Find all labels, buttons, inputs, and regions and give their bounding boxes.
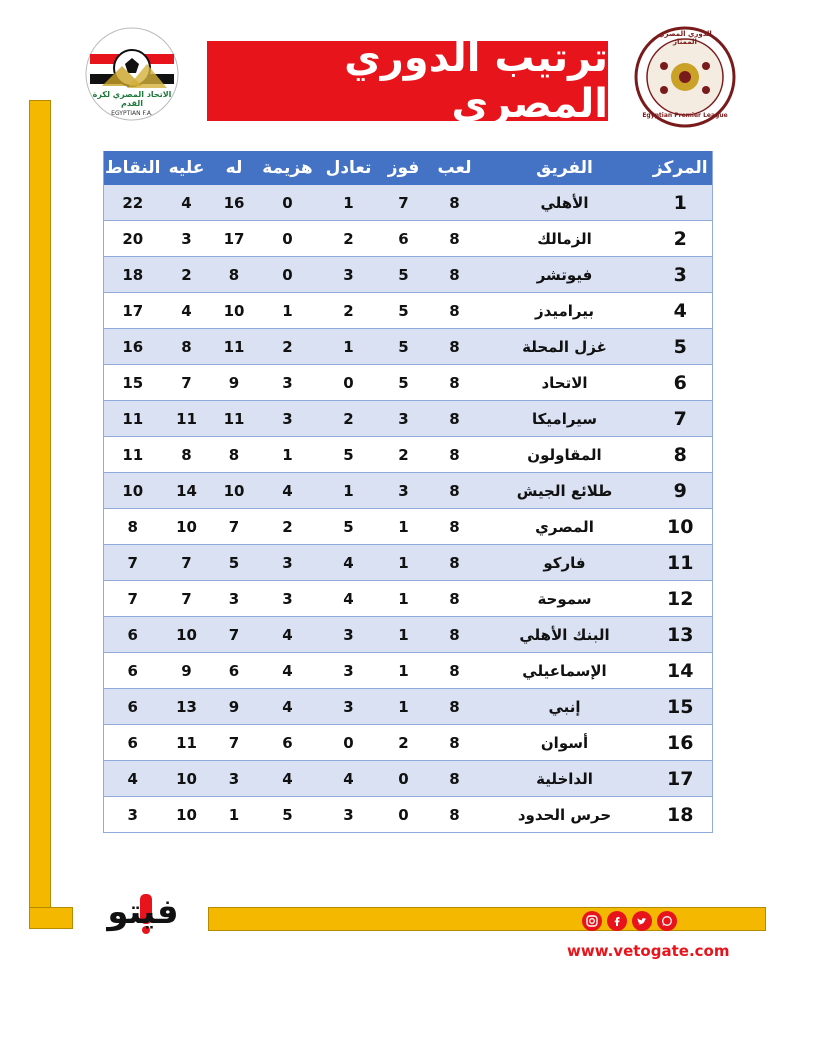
cell-goals-for: 7 — [212, 725, 257, 761]
cell-won: 1 — [379, 545, 429, 581]
table-row — [104, 401, 713, 437]
cell-goals-for: 5 — [212, 545, 257, 581]
table-row — [104, 473, 713, 509]
column-header-position: المركز — [649, 151, 713, 185]
cell-goals-against: 10 — [162, 797, 212, 833]
cell-goals-for: 7 — [212, 617, 257, 653]
cell-position: 14 — [649, 653, 713, 689]
cell-lost: 1 — [257, 293, 319, 329]
cell-goals-against: 14 — [162, 473, 212, 509]
cell-played: 8 — [429, 257, 481, 293]
cell-lost: 4 — [257, 653, 319, 689]
cell-points: 22 — [104, 185, 162, 221]
cell-position: 17 — [649, 761, 713, 797]
cell-drawn: 3 — [319, 257, 379, 293]
cell-won: 1 — [379, 653, 429, 689]
table-row — [104, 293, 713, 329]
cell-goals-against: 11 — [162, 401, 212, 437]
cell-position: 8 — [649, 437, 713, 473]
cell-position: 2 — [649, 221, 713, 257]
instagram-icon[interactable] — [582, 911, 602, 931]
cell-won: 0 — [379, 797, 429, 833]
table-header-row — [104, 151, 713, 185]
cell-lost: 0 — [257, 185, 319, 221]
cell-played: 8 — [429, 653, 481, 689]
cell-drawn: 4 — [319, 581, 379, 617]
table-row — [104, 365, 713, 401]
cell-drawn: 3 — [319, 689, 379, 725]
cell-points: 8 — [104, 509, 162, 545]
cell-goals-against: 10 — [162, 617, 212, 653]
cell-lost: 0 — [257, 257, 319, 293]
cell-position: 3 — [649, 257, 713, 293]
cell-played: 8 — [429, 509, 481, 545]
cell-goals-for: 11 — [212, 329, 257, 365]
cell-played: 8 — [429, 581, 481, 617]
cell-lost: 2 — [257, 329, 319, 365]
cell-goals-against: 4 — [162, 185, 212, 221]
social-icons — [582, 911, 677, 931]
cell-won: 0 — [379, 761, 429, 797]
cell-won: 6 — [379, 221, 429, 257]
cell-goals-against: 7 — [162, 581, 212, 617]
cell-team: فيوتشر — [481, 257, 649, 293]
cell-goals-for: 17 — [212, 221, 257, 257]
cell-goals-for: 3 — [212, 581, 257, 617]
cell-won: 3 — [379, 401, 429, 437]
cell-position: 4 — [649, 293, 713, 329]
standings-table — [103, 151, 713, 833]
cell-goals-for: 9 — [212, 365, 257, 401]
cell-won: 1 — [379, 509, 429, 545]
cell-drawn: 3 — [319, 617, 379, 653]
table-row — [104, 221, 713, 257]
table-row — [104, 185, 713, 221]
cell-team: فاركو — [481, 545, 649, 581]
cell-points: 6 — [104, 689, 162, 725]
cell-goals-against: 7 — [162, 545, 212, 581]
cell-points: 20 — [104, 221, 162, 257]
cell-position: 16 — [649, 725, 713, 761]
cell-position: 10 — [649, 509, 713, 545]
table-row — [104, 617, 713, 653]
cell-lost: 6 — [257, 725, 319, 761]
cell-team: الأهلي — [481, 185, 649, 221]
cell-team: الاتحاد — [481, 365, 649, 401]
cell-points: 11 — [104, 437, 162, 473]
table-row — [104, 509, 713, 545]
egyptian-fa-logo — [82, 26, 182, 122]
table-row — [104, 437, 713, 473]
cell-goals-for: 11 — [212, 401, 257, 437]
cell-team: الإسماعيلي — [481, 653, 649, 689]
cell-drawn: 3 — [319, 797, 379, 833]
column-header-team: الفريق — [481, 151, 649, 185]
facebook-icon[interactable] — [607, 911, 627, 931]
cell-won: 5 — [379, 329, 429, 365]
cell-goals-for: 10 — [212, 473, 257, 509]
veto-brand-logo — [88, 888, 198, 940]
cell-position: 18 — [649, 797, 713, 833]
title-banner — [207, 35, 608, 127]
cell-played: 8 — [429, 221, 481, 257]
cell-team: غزل المحلة — [481, 329, 649, 365]
cell-won: 1 — [379, 617, 429, 653]
cell-played: 8 — [429, 437, 481, 473]
cell-points: 7 — [104, 581, 162, 617]
table-row — [104, 725, 713, 761]
cell-played: 8 — [429, 761, 481, 797]
cell-lost: 4 — [257, 617, 319, 653]
cell-drawn: 5 — [319, 509, 379, 545]
table-row — [104, 545, 713, 581]
cell-goals-against: 13 — [162, 689, 212, 725]
cell-goals-against: 11 — [162, 725, 212, 761]
website-url[interactable]: www.vetogate.com — [567, 942, 730, 960]
cell-played: 8 — [429, 545, 481, 581]
cell-played: 8 — [429, 329, 481, 365]
cell-points: 4 — [104, 761, 162, 797]
cell-lost: 5 — [257, 797, 319, 833]
cell-goals-for: 10 — [212, 293, 257, 329]
column-header-played: لعب — [429, 151, 481, 185]
cell-played: 8 — [429, 185, 481, 221]
cell-team: البنك الأهلي — [481, 617, 649, 653]
cell-points: 3 — [104, 797, 162, 833]
cell-goals-against: 3 — [162, 221, 212, 257]
cell-goals-against: 4 — [162, 293, 212, 329]
cell-position: 1 — [649, 185, 713, 221]
cell-goals-for: 8 — [212, 257, 257, 293]
cell-goals-against: 9 — [162, 653, 212, 689]
cell-drawn: 2 — [319, 221, 379, 257]
cell-drawn: 1 — [319, 329, 379, 365]
cell-goals-against: 8 — [162, 437, 212, 473]
cell-team: بيراميدز — [481, 293, 649, 329]
cell-goals-against: 8 — [162, 329, 212, 365]
cell-position: 7 — [649, 401, 713, 437]
cell-team: الداخلية — [481, 761, 649, 797]
table-row — [104, 329, 713, 365]
table-row — [104, 761, 713, 797]
cell-team: سموحة — [481, 581, 649, 617]
cell-drawn: 0 — [319, 725, 379, 761]
cell-lost: 3 — [257, 401, 319, 437]
cell-position: 15 — [649, 689, 713, 725]
cell-lost: 4 — [257, 689, 319, 725]
frame-left-bar — [29, 100, 51, 928]
cell-goals-for: 1 — [212, 797, 257, 833]
cell-points: 6 — [104, 725, 162, 761]
table-row — [104, 581, 713, 617]
cell-won: 2 — [379, 437, 429, 473]
cell-lost: 0 — [257, 221, 319, 257]
cell-won: 3 — [379, 473, 429, 509]
cell-lost: 4 — [257, 473, 319, 509]
column-header-points: النقاط — [104, 151, 162, 185]
cell-team: حرس الحدود — [481, 797, 649, 833]
cell-team: المقاولون — [481, 437, 649, 473]
cell-lost: 3 — [257, 545, 319, 581]
cell-won: 1 — [379, 689, 429, 725]
cell-lost: 4 — [257, 761, 319, 797]
epl-logo-text: الدوري المصري الممتاز — [658, 30, 712, 46]
veto-logo-text: فيتو — [107, 892, 179, 932]
cell-points: 17 — [104, 293, 162, 329]
cell-goals-for: 16 — [212, 185, 257, 221]
cell-drawn: 5 — [319, 437, 379, 473]
cell-drawn: 2 — [319, 293, 379, 329]
egyptian-premier-league-logo — [634, 26, 736, 128]
cell-drawn: 1 — [319, 473, 379, 509]
table-row — [104, 797, 713, 833]
cell-drawn: 0 — [319, 365, 379, 401]
cell-drawn: 4 — [319, 761, 379, 797]
cell-won: 5 — [379, 257, 429, 293]
table-row — [104, 653, 713, 689]
cell-played: 8 — [429, 401, 481, 437]
epl-logo-caption: Egyptian Premier League — [642, 112, 728, 119]
cell-points: 6 — [104, 617, 162, 653]
cell-drawn: 2 — [319, 401, 379, 437]
cell-lost: 1 — [257, 437, 319, 473]
cell-position: 6 — [649, 365, 713, 401]
cell-position: 11 — [649, 545, 713, 581]
cell-points: 7 — [104, 545, 162, 581]
cell-won: 5 — [379, 365, 429, 401]
cell-goals-for: 8 — [212, 437, 257, 473]
cell-points: 18 — [104, 257, 162, 293]
cell-played: 8 — [429, 293, 481, 329]
efa-logo-caption: EGYPTIAN F.A. — [111, 110, 153, 117]
cell-drawn: 4 — [319, 545, 379, 581]
cell-points: 10 — [104, 473, 162, 509]
cell-played: 8 — [429, 725, 481, 761]
cell-team: إنبي — [481, 689, 649, 725]
cell-played: 8 — [429, 473, 481, 509]
cell-position: 9 — [649, 473, 713, 509]
twitter-icon[interactable] — [632, 911, 652, 931]
cell-lost: 2 — [257, 509, 319, 545]
cell-goals-against: 7 — [162, 365, 212, 401]
cell-points: 15 — [104, 365, 162, 401]
cell-goals-against: 2 — [162, 257, 212, 293]
column-header-goals-against: عليه — [162, 151, 212, 185]
cell-goals-against: 10 — [162, 761, 212, 797]
cell-lost: 3 — [257, 365, 319, 401]
cell-won: 2 — [379, 725, 429, 761]
cell-won: 7 — [379, 185, 429, 221]
cell-team: سيراميكا — [481, 401, 649, 437]
cell-points: 16 — [104, 329, 162, 365]
cell-goals-against: 10 — [162, 509, 212, 545]
page-title: ترتيب الدوري المصري — [344, 35, 608, 127]
cell-position: 5 — [649, 329, 713, 365]
cell-position: 12 — [649, 581, 713, 617]
column-header-won: فوز — [379, 151, 429, 185]
cell-played: 8 — [429, 689, 481, 725]
cell-goals-for: 7 — [212, 509, 257, 545]
column-header-drawn: تعادل — [319, 151, 379, 185]
cell-team: المصري — [481, 509, 649, 545]
cell-team: الزمالك — [481, 221, 649, 257]
cell-drawn: 3 — [319, 653, 379, 689]
cell-position: 13 — [649, 617, 713, 653]
cell-played: 8 — [429, 617, 481, 653]
cell-points: 6 — [104, 653, 162, 689]
frame-corner-bar — [29, 907, 73, 929]
cell-goals-for: 9 — [212, 689, 257, 725]
cell-goals-for: 3 — [212, 761, 257, 797]
cell-played: 8 — [429, 365, 481, 401]
column-header-goals-for: له — [212, 151, 257, 185]
cell-team: طلائع الجيش — [481, 473, 649, 509]
column-header-lost: هزيمة — [257, 151, 319, 185]
cell-points: 11 — [104, 401, 162, 437]
whatsapp-icon[interactable] — [657, 911, 677, 931]
cell-played: 8 — [429, 797, 481, 833]
cell-won: 5 — [379, 293, 429, 329]
table-row — [104, 689, 713, 725]
cell-team: أسوان — [481, 725, 649, 761]
cell-won: 1 — [379, 581, 429, 617]
cell-goals-for: 6 — [212, 653, 257, 689]
cell-drawn: 1 — [319, 185, 379, 221]
table-row — [104, 257, 713, 293]
frame-bottom-bar — [208, 907, 766, 931]
cell-lost: 3 — [257, 581, 319, 617]
efa-logo-text: الاتحاد المصري لكرة القدم — [92, 90, 172, 108]
